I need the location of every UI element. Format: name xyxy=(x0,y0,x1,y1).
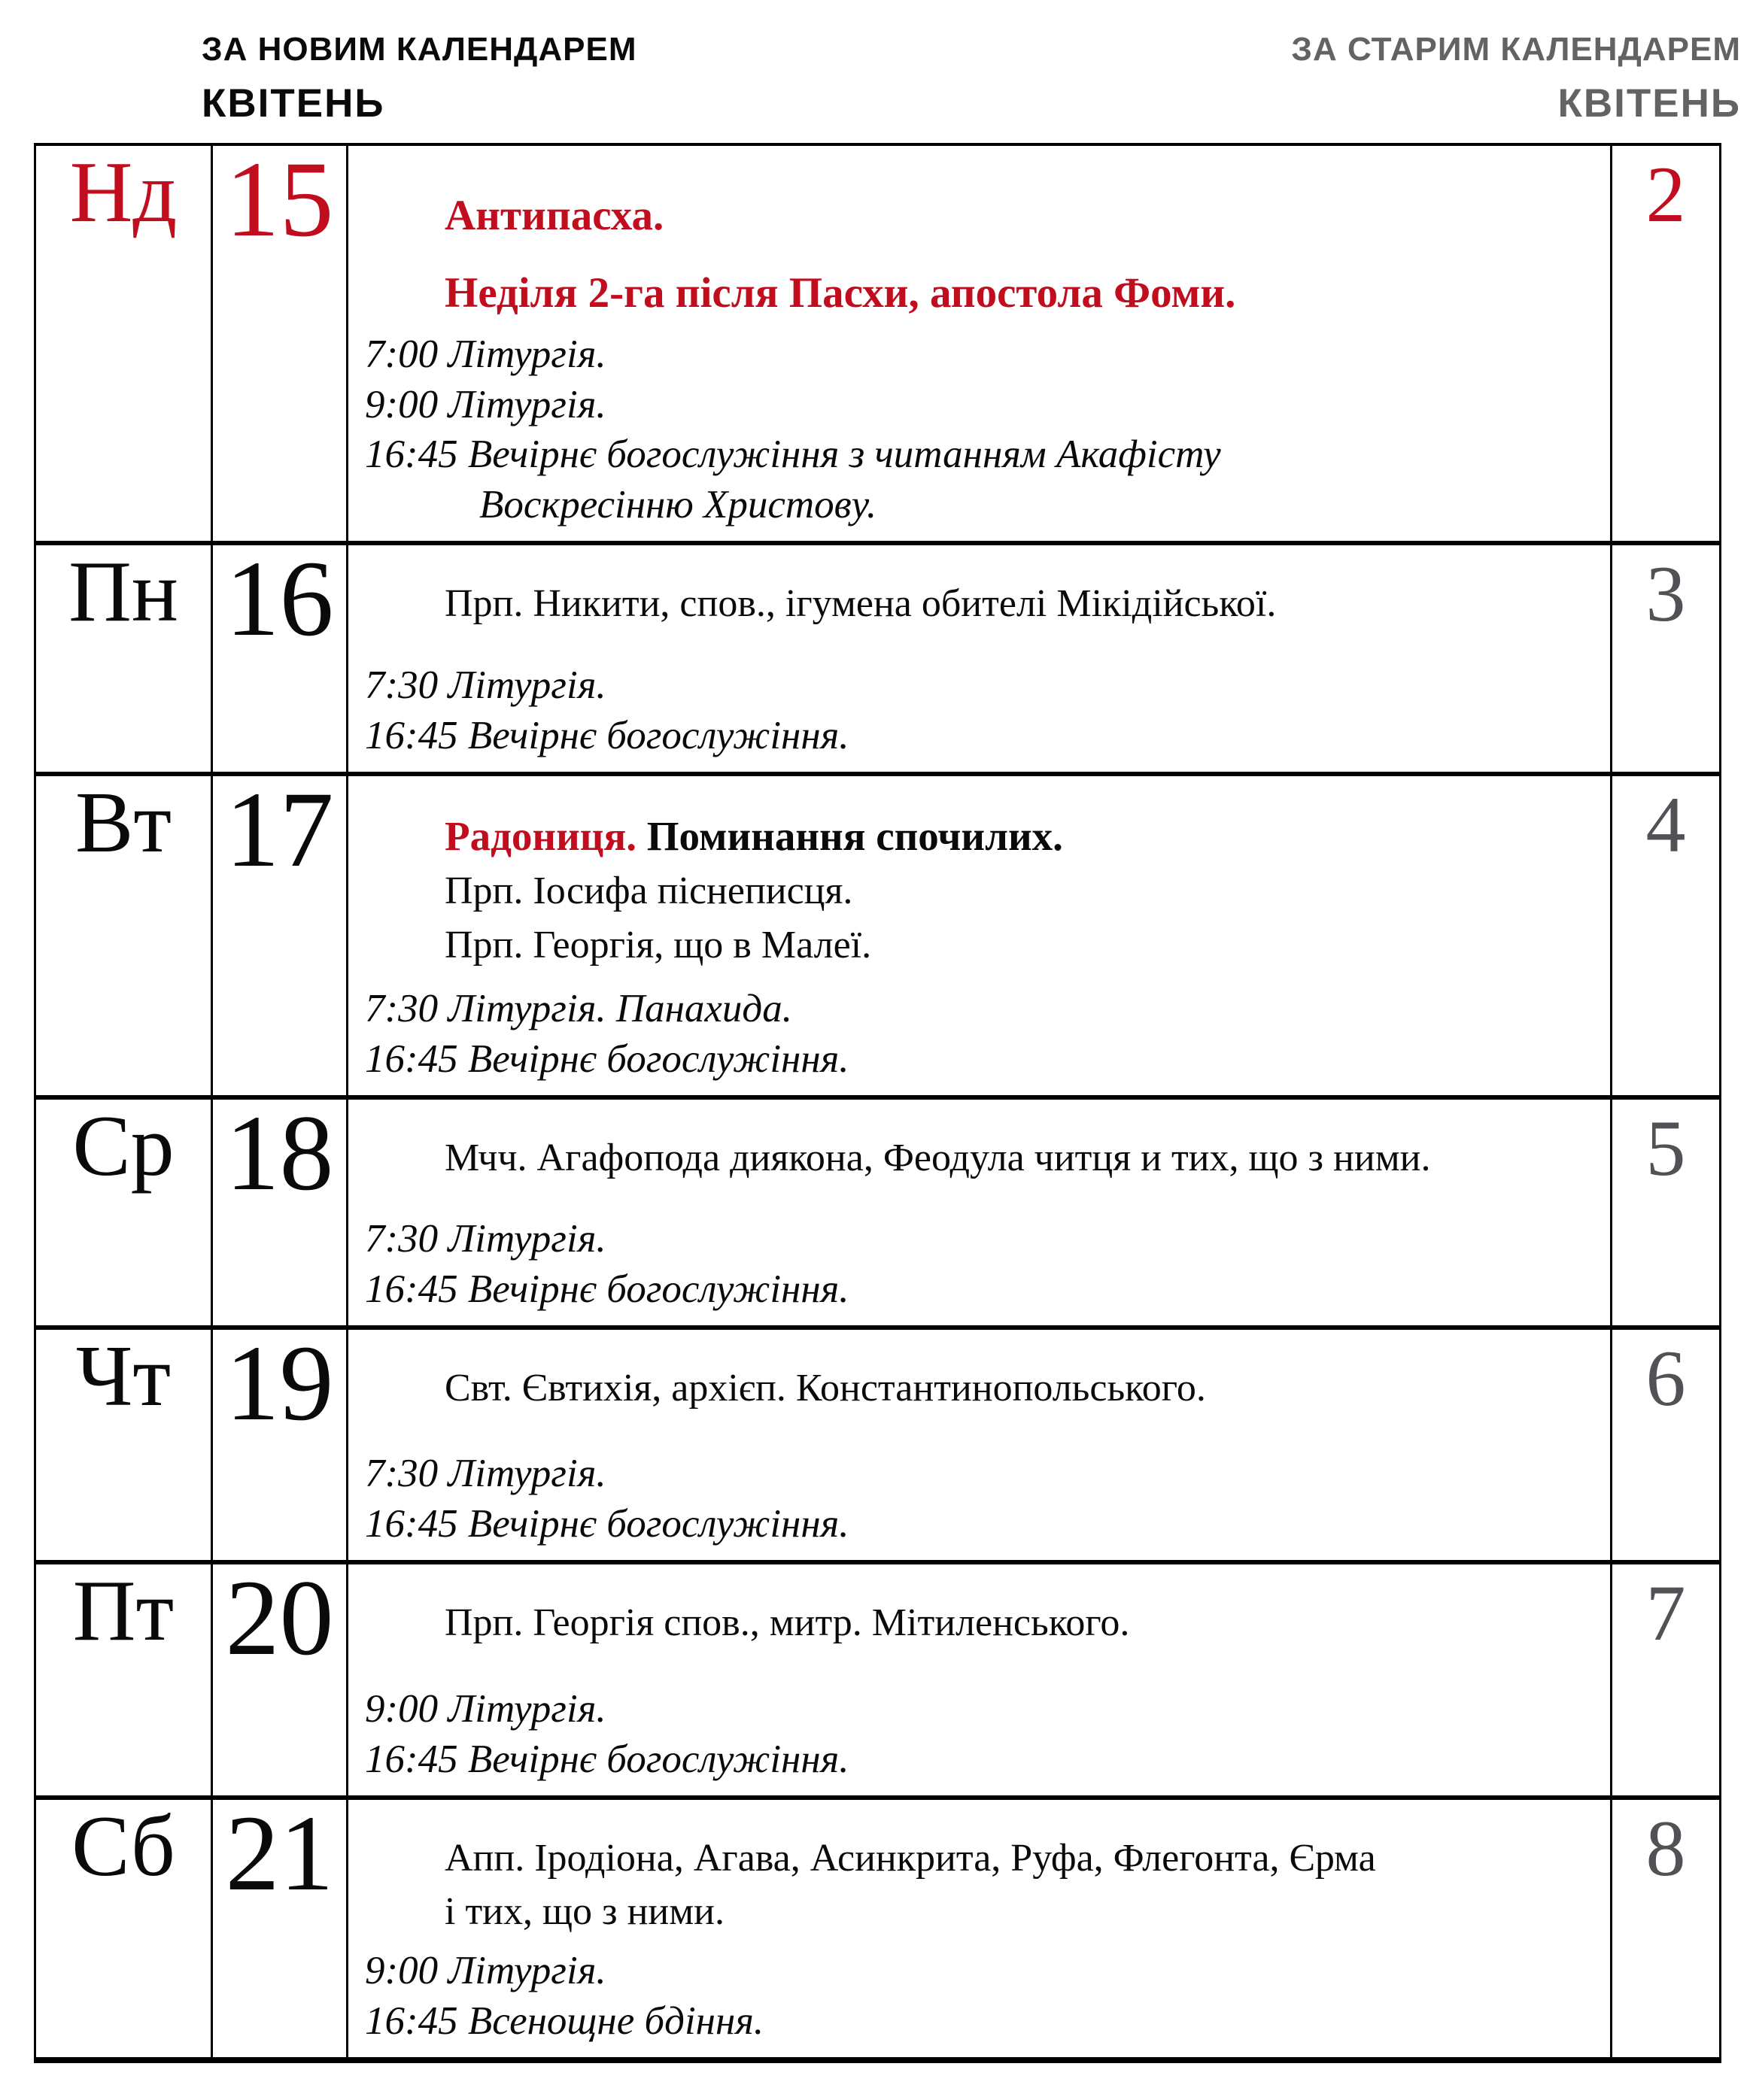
day-name-label: Чт xyxy=(75,1328,172,1425)
service-line: 7:00 Літургія. xyxy=(365,332,606,376)
feast-title-red-text: Радониця. xyxy=(445,813,647,859)
new-calendar-label: ЗА НОВИМ КАЛЕНДАРЕМ xyxy=(202,31,637,68)
feast-title-block xyxy=(348,146,1610,332)
service-schedule-block xyxy=(365,1449,1595,1549)
old-date-cell xyxy=(1612,144,1721,543)
feast-title-block xyxy=(348,776,1610,972)
old-date-label: 2 xyxy=(1645,150,1686,238)
new-date-label: 15 xyxy=(225,140,334,259)
new-date-cell xyxy=(212,140,348,543)
service-line: 9:00 Літургія. xyxy=(365,1687,606,1731)
day-name-label: Сб xyxy=(71,1798,175,1895)
old-date-label: 7 xyxy=(1645,1569,1686,1657)
feast-cell xyxy=(348,774,1612,1097)
new-date-label: 19 xyxy=(225,1324,334,1443)
service-line: 7:30 Літургія. xyxy=(365,663,606,708)
new-date-cell xyxy=(212,770,348,1097)
feast-title-block xyxy=(348,1330,1610,1415)
service-line: 16:45 Вечірнє богослужіння. xyxy=(365,1267,849,1312)
feast-line xyxy=(445,178,1587,255)
service-line: 7:30 Літургія. Панахида. xyxy=(365,987,792,1031)
table-row xyxy=(35,1798,1721,2060)
feast-line xyxy=(445,1831,1587,1885)
feast-text: Прп. Іосифа піснеписця. xyxy=(445,869,853,913)
day-name-label: Вт xyxy=(74,775,172,871)
old-date-cell xyxy=(1612,774,1721,1097)
table-row xyxy=(35,774,1721,1097)
service-schedule-block xyxy=(365,1214,1595,1315)
feast-cell xyxy=(348,1562,1612,1798)
day-name-cell xyxy=(35,1328,212,1562)
old-date-cell xyxy=(1612,1328,1721,1562)
new-date-label: 17 xyxy=(225,770,334,890)
day-name-cell xyxy=(35,1798,212,2060)
old-date-cell xyxy=(1612,1798,1721,2060)
service-line: 16:45 Вечірнє богослужіння. xyxy=(365,1037,849,1082)
day-name-cell xyxy=(35,1097,212,1328)
table-row xyxy=(35,1328,1721,1562)
service-schedule-block xyxy=(365,660,1595,761)
service-line: 7:30 Літургія. xyxy=(365,1452,606,1496)
service-line: 9:00 Літургія. xyxy=(365,382,606,426)
service-line: 7:30 Літургія. xyxy=(365,1217,606,1261)
old-calendar-header xyxy=(1291,31,1741,126)
new-date-label: 18 xyxy=(225,1094,334,1213)
new-calendar-header xyxy=(202,31,637,126)
table-row xyxy=(35,1097,1721,1328)
service-line: 16:45 Вечірнє богослужіння. xyxy=(365,1737,849,1782)
day-name-label: Пн xyxy=(68,544,178,640)
service-schedule-block xyxy=(365,1684,1595,1785)
feast-cell xyxy=(348,144,1612,543)
day-name-label: Ср xyxy=(72,1098,175,1194)
old-date-label: 3 xyxy=(1645,550,1686,638)
service-line: 16:45 Вечірнє богослужіння. xyxy=(365,1502,849,1546)
feast-cell xyxy=(348,543,1612,774)
feast-line xyxy=(445,808,1587,864)
new-calendar-month: КВІТЕНЬ xyxy=(202,81,385,126)
feast-cell xyxy=(348,1097,1612,1328)
page-header xyxy=(0,0,1753,126)
new-date-label: 20 xyxy=(225,1558,334,1678)
new-date-cell xyxy=(212,1094,348,1328)
service-schedule-block xyxy=(365,984,1595,1085)
old-date-label: 6 xyxy=(1645,1334,1686,1422)
old-date-label: 8 xyxy=(1645,1804,1686,1892)
feast-title-red-text: Неділя 2-га після Пасхи, апостола Фоми. xyxy=(445,269,1236,317)
feast-text: і тих, що з ними. xyxy=(445,1890,725,1934)
feast-cell xyxy=(348,1798,1612,2060)
old-date-label: 4 xyxy=(1645,781,1686,869)
service-line: 16:45 Вечірнє богослужіння. xyxy=(365,714,849,758)
feast-line xyxy=(445,1361,1587,1415)
feast-text: Прп. Георгія, що в Малеї. xyxy=(445,923,872,967)
feast-line xyxy=(445,864,1587,918)
feast-title-block xyxy=(348,545,1610,630)
old-date-cell xyxy=(1612,1562,1721,1798)
old-date-label: 5 xyxy=(1645,1104,1686,1192)
feast-line xyxy=(445,255,1587,332)
day-name-cell xyxy=(35,543,212,774)
service-schedule-block xyxy=(365,1946,1595,2047)
day-name-cell xyxy=(35,774,212,1097)
service-line: 9:00 Літургія. xyxy=(365,1949,606,1993)
feast-title-block xyxy=(348,1564,1610,1649)
feast-line xyxy=(445,918,1587,972)
table-row xyxy=(35,1562,1721,1798)
feast-text: Мчч. Агафопода диякона, Феодула читця и тих, що з ними. xyxy=(445,1136,1431,1179)
feast-line xyxy=(445,1885,1587,1938)
new-date-cell xyxy=(212,1558,348,1798)
new-date-label: 16 xyxy=(225,539,334,659)
new-date-cell xyxy=(212,1794,348,2060)
feast-title-block xyxy=(348,1800,1610,1938)
feast-text: Прп. Георгія спов., митр. Мітиленського. xyxy=(445,1601,1130,1644)
feast-text: Свт. Євтихія, архієп. Константинопольського. xyxy=(445,1367,1206,1410)
day-name-label: Нд xyxy=(69,144,178,241)
feast-text: Прп. Никити, спов., ігумена обителі Мікідійської. xyxy=(445,582,1277,625)
feast-text: Поминання спочилих. xyxy=(646,813,1063,859)
service-schedule-block xyxy=(365,329,1595,530)
old-date-cell xyxy=(1612,1097,1721,1328)
feast-cell xyxy=(348,1328,1612,1562)
old-calendar-month: КВІТЕНЬ xyxy=(1557,81,1741,126)
calendar-table-body xyxy=(35,140,1721,2060)
calendar-table xyxy=(34,140,1721,2063)
day-name-cell xyxy=(35,1562,212,1798)
old-date-cell xyxy=(1612,543,1721,774)
day-name-label: Пт xyxy=(72,1563,175,1659)
service-line: 16:45 Всенощне бдіння. xyxy=(365,1999,764,2044)
feast-line xyxy=(445,577,1587,630)
feast-line xyxy=(445,1131,1587,1185)
table-row xyxy=(35,543,1721,774)
old-calendar-label: ЗА СТАРИМ КАЛЕНДАРЕМ xyxy=(1291,31,1741,68)
day-name-cell xyxy=(35,144,212,543)
new-date-label: 21 xyxy=(225,1794,334,1913)
feast-title-red-text: Антипасха. xyxy=(445,192,664,239)
feast-text: Апп. Іродіона, Агава, Асинкрита, Руфа, Флегонта, Єрма xyxy=(445,1837,1376,1880)
table-row xyxy=(35,144,1721,543)
new-date-cell xyxy=(212,539,348,774)
feast-line xyxy=(445,1596,1587,1649)
service-line: 16:45 Вечірнє богослужіння з читанням Акафісту xyxy=(365,432,1221,477)
new-date-cell xyxy=(212,1324,348,1562)
service-line: Воскресінню Христову. xyxy=(479,483,877,527)
feast-title-block xyxy=(348,1100,1610,1185)
